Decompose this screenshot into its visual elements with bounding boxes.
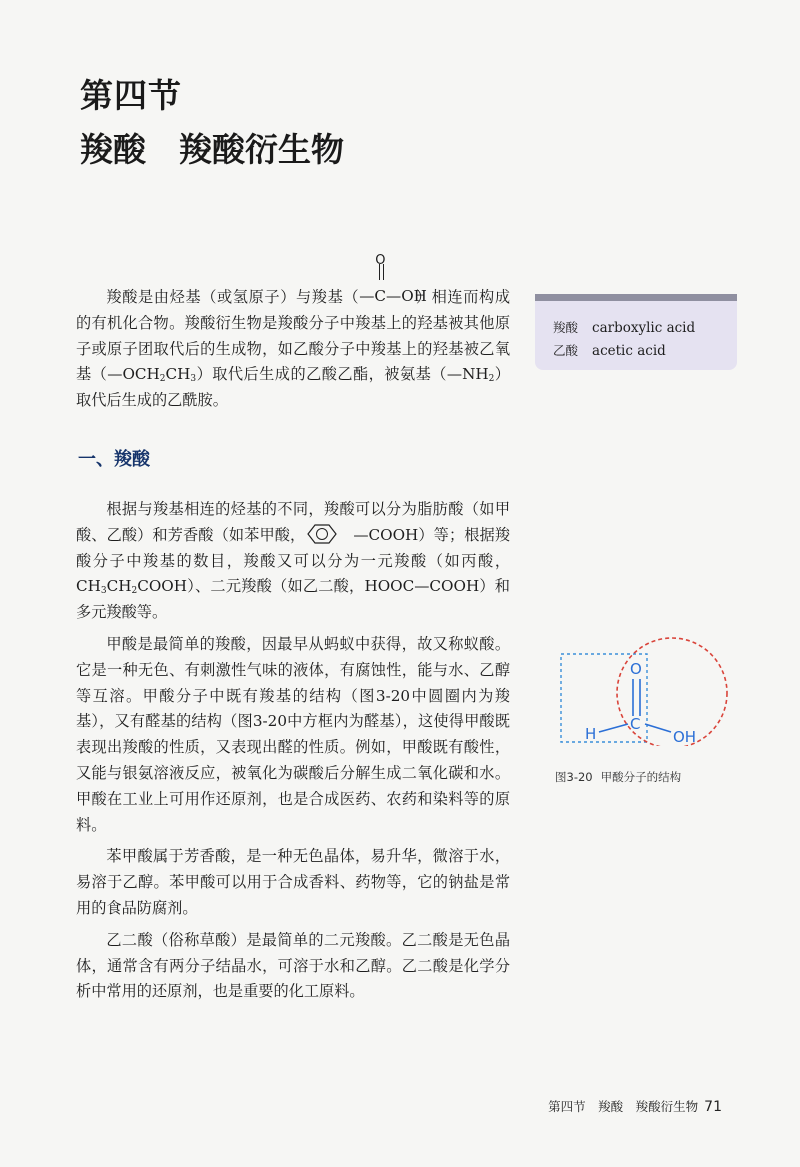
figure-caption: 图3-20 甲酸分子的结构 [555,770,682,784]
bond-c-h [599,724,628,732]
glossary-bar [535,294,737,301]
paragraph-oxalic-acid: 乙二酸（俗称草酸）是最简单的二元羧酸。乙二酸是无色晶体，通常含有两分子结晶水，可溶于水和乙醇。乙二酸是化学分析中常用的还原剂，也是重要的化工原料。 [76,930,510,1001]
intro-block [76,253,511,414]
paragraph-classification: 根据与羧基相连的烃基的不同，羧酸可以分为脂肪酸（如甲酸、乙酸）和芳香酸（如苯甲酸， —COOH）等；根据羧酸分子中羧基的数目，羧酸又可以分为一元羧酸（如丙酸，$CH_3CH_2COOH$）、二元羧酸（如乙二酸，HOOC—COOH）和多元羧酸等。 [76,500,511,622]
glossary-entry: 乙酸 acetic acid [553,343,666,359]
bond-c-oh [645,724,671,732]
double-bond-icon [379,264,384,280]
glossary-box [535,294,737,370]
atom-c: C [630,715,641,733]
atom-h: H [585,725,597,743]
paragraph-benzoic-acid: 苯甲酸属于芳香酸，是一种无色晶体，易升华，微溶于水，易溶于乙醇。苯甲酸可以用于合成香料、药物等，它的钠盐是常用的食品防腐剂。 [76,847,510,917]
carboxyl-structure [359,253,427,305]
glossary-entry: 羧酸 carboxylic acid [553,320,696,336]
section-body [76,497,510,1005]
carboxyl-line: —C—OH [359,287,427,305]
section-heading: 一、羧酸 [78,449,150,470]
atom-oh: OH [673,728,697,746]
benzene-ring-icon [305,523,353,545]
intro-paragraph: 羧酸是由烃基（或氢原子）与羧基（ O —C—OH ）相连而构成的有机化合物。羧酸衍生物是羧酸分子中羧基上的羟基被其他原子或原子团取代后的生成物，如乙酸分子中羧基上的羟基被乙氧基$(—OCH_2CH_3)$取代后生成的乙酸乙酯，被氨基$(—NH_2)$取代后生成的乙酰胺。 [76,284,510,414]
page-number: 71 [704,1099,722,1115]
paragraph-formic-acid: 甲酸是最简单的羧酸，因最早从蚂蚁中获得，故又称蚁酸。它是一种无色、有刺激性气味的液体，有腐蚀性，能与水、乙醇等互溶。甲酸分子中既有羧基的结构（图3-20中圆圈内为羧基），又有醛基的结构（图3-20中方框内为醛基），这使得甲酸既表现出羧酸的性质，又表现出醛的性质。例如，甲酸既有酸性，又能与银氨溶液反应，被氧化为碳酸后分解生成二氧化碳和水。甲酸在工业上可用作还原剂，也是合成医药、农药和染料等的原料。 [76,634,510,834]
atom-o: O [630,660,642,678]
section-title: 羧酸 羧酸衍生物 [80,130,344,169]
carboxyl-oxygen: O [375,253,386,268]
running-title: 第四节 羧酸 羧酸衍生物 [548,1099,699,1114]
formic-acid-structure-figure [555,636,735,746]
page-footer [500,1097,722,1115]
section-number: 第四节 [80,76,182,115]
